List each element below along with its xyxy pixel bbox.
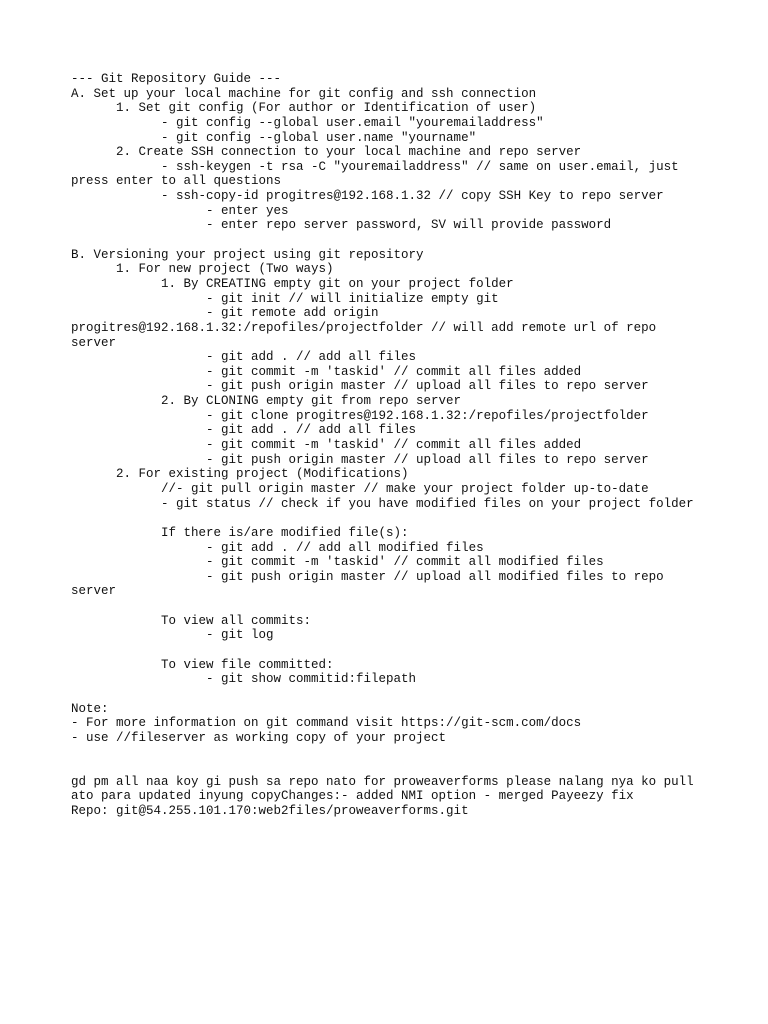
text-line: A. Set up your local machine for git config and ssh connection — [71, 86, 537, 101]
text-line: press enter to all questions — [71, 174, 282, 189]
text-line: 2. For existing project (Modifications) — [71, 467, 409, 482]
text-line: 1. Set git config (For author or Identification of user) — [71, 101, 537, 116]
blank-line — [71, 643, 711, 658]
blank-line — [71, 233, 711, 248]
text-line: - enter repo server password, SV will provide password — [71, 218, 612, 233]
text-line: progitres@192.168.1.32:/repofiles/projectfolder // will add remote url of repo — [71, 320, 657, 335]
text-line: ato para updated inyung copyChanges:- added NMI option - merged Payeezy fix — [71, 789, 634, 804]
text-line: - enter yes — [71, 203, 289, 218]
text-line: B. Versioning your project using git repository — [71, 247, 424, 262]
text-line: Note: — [71, 701, 109, 716]
blank-line — [71, 745, 711, 760]
text-line: server — [71, 335, 117, 350]
text-line: If there is/are modified file(s): — [71, 525, 409, 540]
text-line: Repo: git@54.255.101.170:web2files/proweaverforms.git — [71, 804, 469, 819]
text-line: server — [71, 584, 117, 599]
text-line: - git push origin master // upload all modified files to repo — [71, 569, 664, 584]
text-line: - For more information on git command visit https://git-scm.com/docs — [71, 716, 582, 731]
text-line: - git add . // add all files — [71, 350, 417, 365]
text-line: To view all commits: — [71, 613, 312, 628]
text-line: - ssh-keygen -t rsa -C "youremailaddress" // same on user.email, just — [71, 159, 679, 174]
text-line: //- git pull origin master // make your project folder up-to-date — [71, 481, 649, 496]
text-line: - git commit -m 'taskid' // commit all files added — [71, 364, 582, 379]
blank-line — [71, 511, 711, 526]
text-line: - git push origin master // upload all files to repo server — [71, 452, 649, 467]
text-line: gd pm all naa koy gi push sa repo nato for proweaverforms please nalang nya ko pull — [71, 774, 694, 789]
text-line: - git push origin master // upload all files to repo server — [71, 379, 649, 394]
text-line: 2. Create SSH connection to your local machine and repo server — [71, 145, 582, 160]
blank-line — [71, 599, 711, 614]
text-line: 1. By CREATING empty git on your project folder — [71, 276, 514, 291]
text-line: - git init // will initialize empty git — [71, 291, 499, 306]
text-line: - git add . // add all files — [71, 423, 417, 438]
text-line: --- Git Repository Guide --- — [71, 72, 282, 86]
text-line: - git commit -m 'taskid' // commit all modified files — [71, 555, 604, 570]
text-line: - git clone progitres@192.168.1.32:/repofiles/projectfolder — [71, 408, 649, 423]
text-line: 2. By CLONING empty git from repo server — [71, 394, 462, 409]
text-line: - git config --global user.name "yourname" — [71, 130, 477, 145]
text-line: - git add . // add all modified files — [71, 540, 484, 555]
text-line: - ssh-copy-id progitres@192.168.1.32 // copy SSH Key to repo server — [71, 189, 664, 204]
blank-line — [71, 687, 711, 702]
text-line: - git log — [71, 628, 274, 643]
text-line: 1. For new project (Two ways) — [71, 262, 334, 277]
text-line: - git remote add origin — [71, 306, 379, 321]
text-line: - git status // check if you have modified files on your project folder — [71, 496, 694, 511]
text-line: - git show commitid:filepath — [71, 672, 417, 687]
document-body — [71, 72, 711, 819]
text-line: - git commit -m 'taskid' // commit all files added — [71, 438, 582, 453]
text-line: To view file committed: — [71, 657, 334, 672]
blank-line — [71, 760, 711, 775]
text-line: - use //fileserver as working copy of your project — [71, 730, 447, 745]
text-line: - git config --global user.email "youremailaddress" — [71, 115, 544, 130]
